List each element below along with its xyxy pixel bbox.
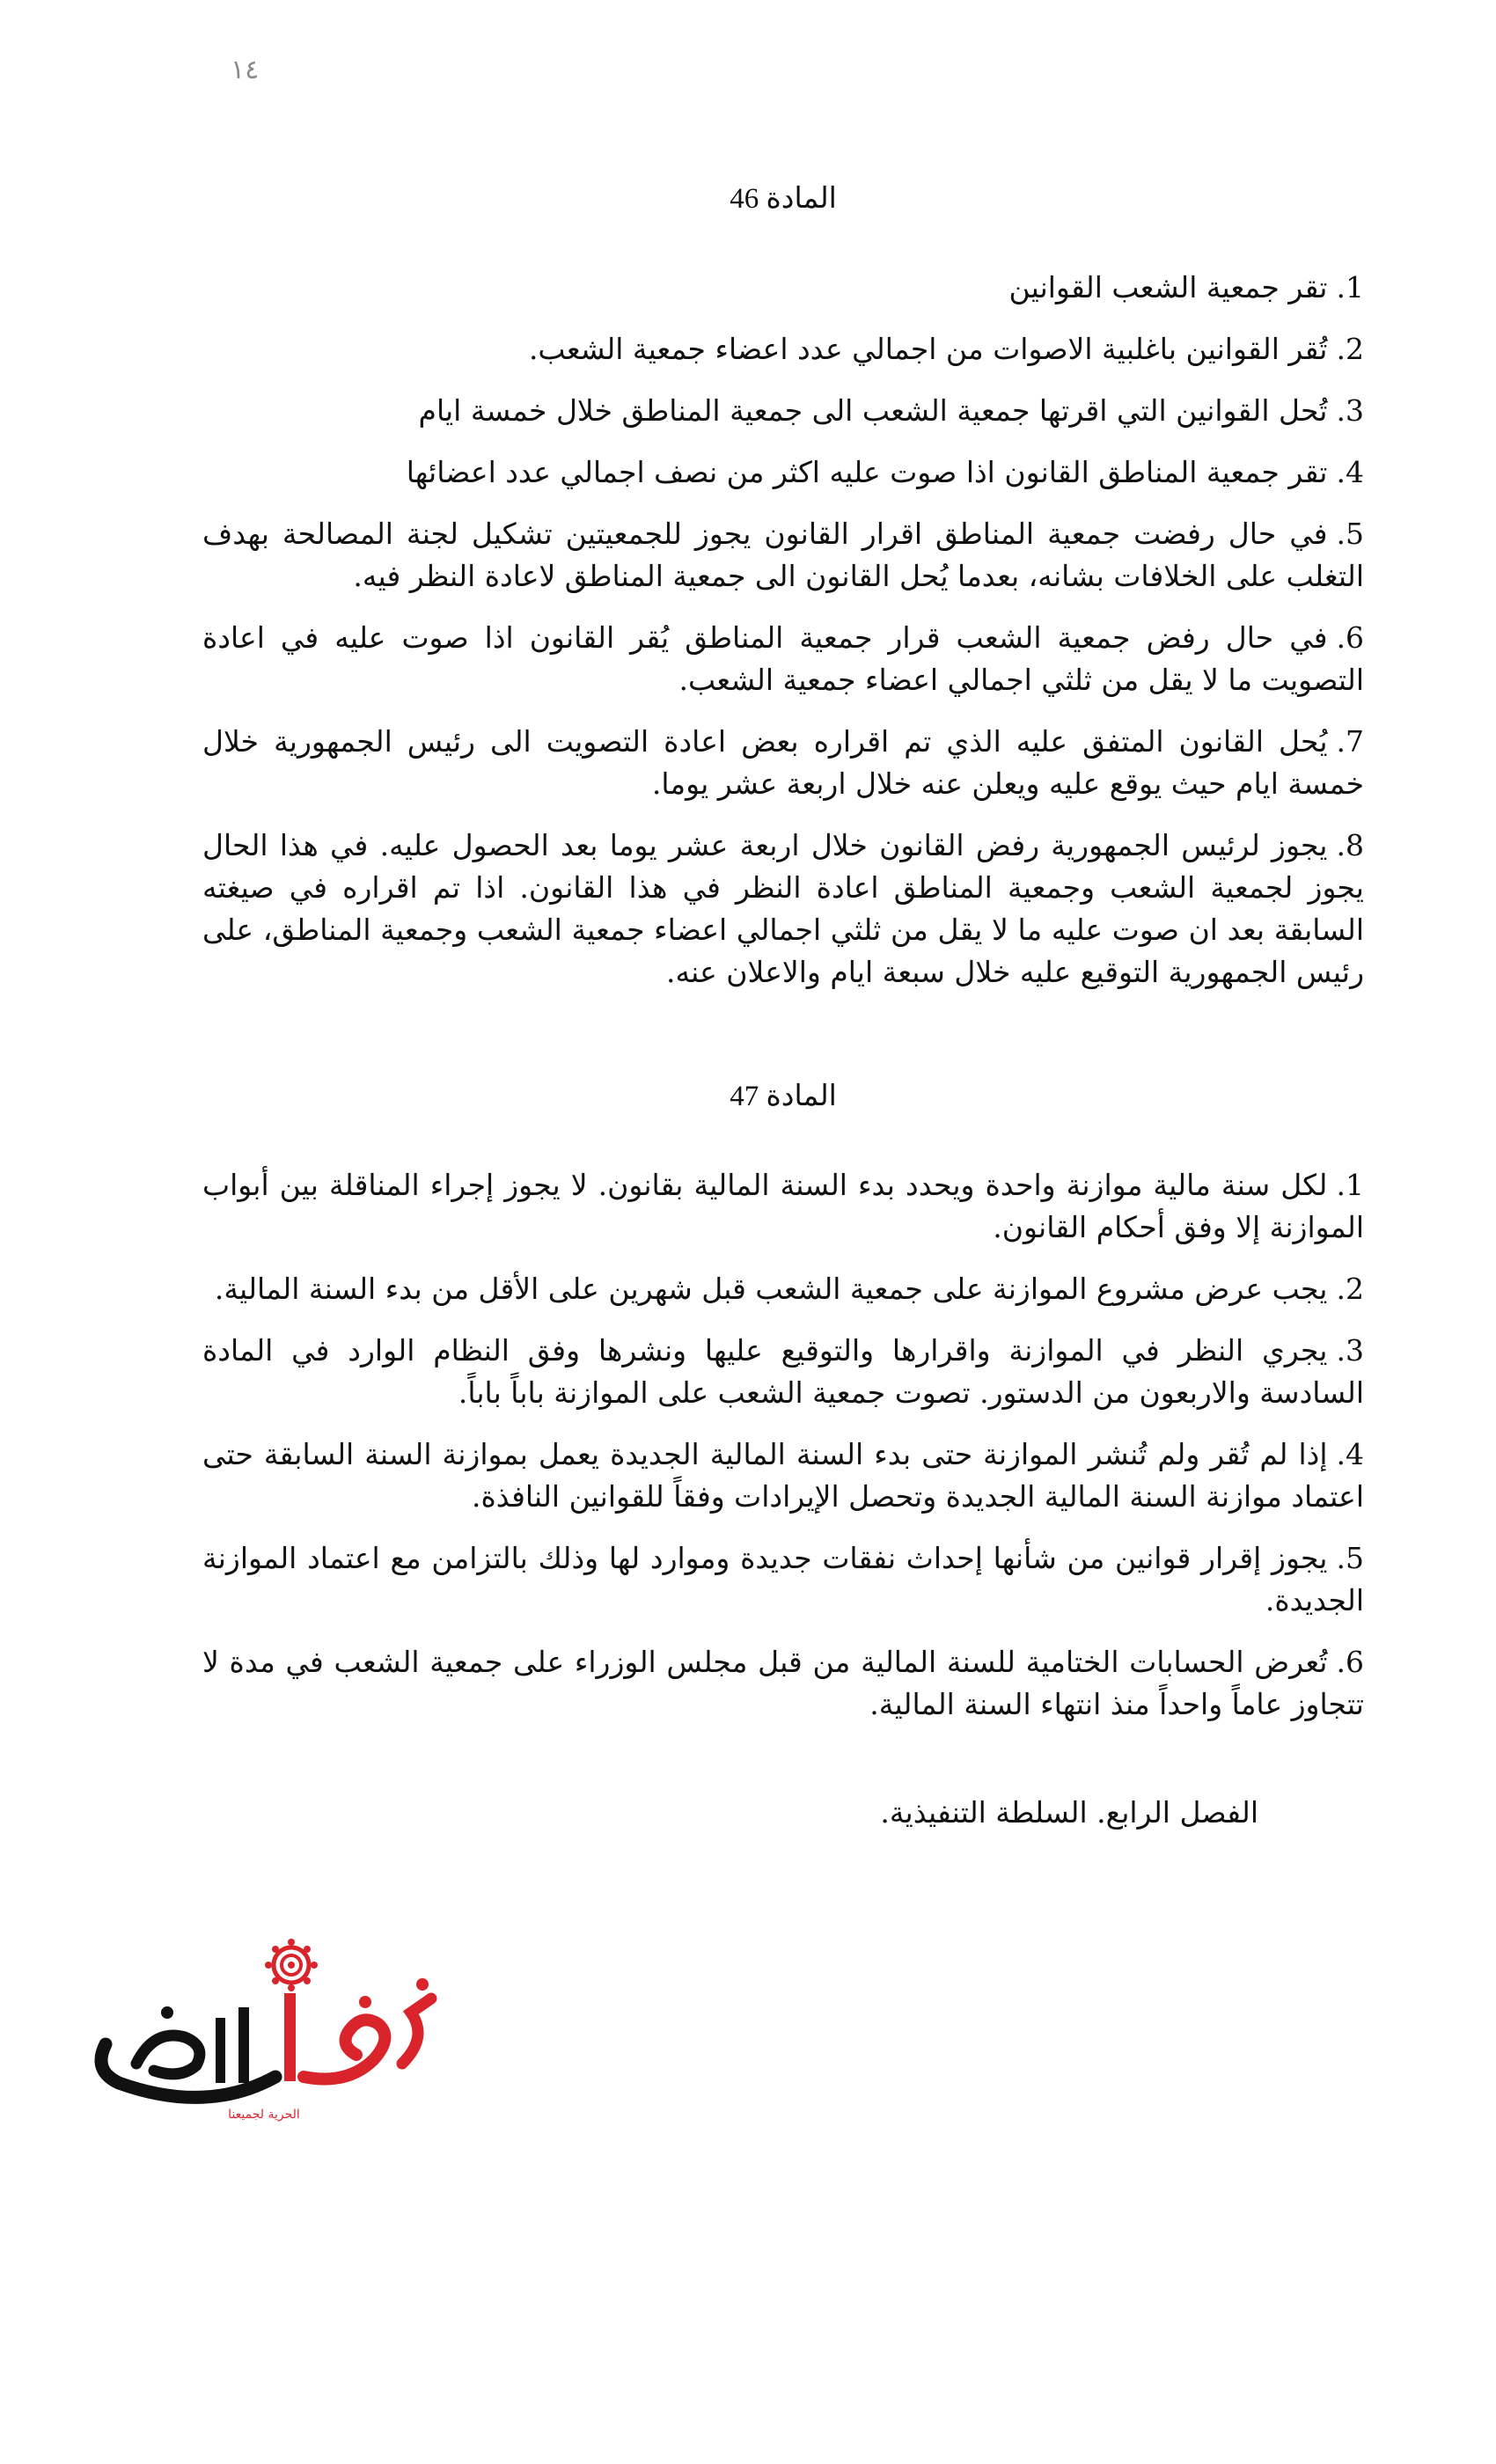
rosette-icon [265, 1939, 318, 1991]
zaman-alwasl-logo [84, 1932, 453, 2134]
clause: 1.تقر جمعية الشعب القوانين [1008, 270, 1364, 304]
clause: 2.يجب عرض مشروع الموازنة على جمعية الشعب قبل شهرين على الأقل من بدء السنة المالية. [214, 1272, 1364, 1306]
clause: 7.يُحل القانون المتفق عليه الذي تم اقراره بعض اعادة التصويت الى رئيس الجمهورية خلال خمسة ايام حيث يوقع عليه ويعلن عنه خلال اربعة عشر يوما. [202, 724, 1364, 801]
clause: 5.في حال رفضت جمعية المناطق اقرار القانون يجوز للجمعيتين تشكيل لجنة المصالحة بهدف التغلب على الخلافات بشانه، بعدما يُحل القانون الى جمعية المناطق لاعادة النظر فيه. [202, 517, 1364, 593]
clause: 6.تُعرض الحسابات الختامية للسنة المالية من قبل مجلس الوزراء على جمعية الشعب في مدة لا تتجاوز عاماً واحداً منذ انتهاء السنة المالية. [202, 1645, 1364, 1721]
clause: 8.يجوز لرئيس الجمهورية رفض القانون خلال اربعة عشر يوما بعد الحصول عليه. في هذا الحال يجوز لجمعية الشعب وجمعية المناطق اعادة النظر في هذا القانون. اذا تم اقراره في صيغته السابقة بعد ان صوت عليه ما لا يقل من ثلثي اجمالي اعضاء جمعية الشعب وجمعية المناطق، على رئيس الجمهورية التوقيع عليه خلال سبعة ايام والاعلان عنه. [202, 828, 1364, 989]
article-46 [202, 180, 1364, 1013]
chapter-heading: الفصل الرابع. السلطة التنفيذية. [880, 1795, 1258, 1830]
clause: 5.يجوز إقرار قوانين من شأنها إحداث نفقات جديدة وموارد لها وذلك بالتزامن مع اعتماد الموازنة الجديدة. [202, 1541, 1364, 1617]
article-47 [202, 1078, 1364, 1745]
clause: 3.تُحل القوانين التي اقرتها جمعية الشعب الى جمعية المناطق خلال خمسة ايام [418, 393, 1364, 428]
clause: 2.تُقر القوانين باغلبية الاصوات من اجمالي عدد اعضاء جمعية الشعب. [528, 332, 1364, 366]
clause: 4.تقر جمعية المناطق القانون اذا صوت عليه اكثر من نصف اجمالي عدد اعضائها [406, 455, 1364, 489]
clause: 6.في حال رفض جمعية الشعب قرار جمعية المناطق يُقر القانون اذا صوت عليه في اعادة التصويت ما لا يقل من ثلثي اجمالي اعضاء جمعية الشعب. [202, 620, 1364, 697]
page-number: ١٤ [231, 55, 260, 84]
article-title: المادة 47 [730, 1081, 837, 1112]
clause: 4.إذا لم تُقر ولم تُنشر الموازنة حتى بدء السنة المالية الجديدة يعمل بموازنة السنة السابقة حتى اعتماد موازنة السنة المالية الجديدة وتحصل الإيرادات وفقاً للقوانين النافذة. [202, 1437, 1364, 1514]
article-title: المادة 46 [730, 183, 837, 215]
clause: 1.لكل سنة مالية موازنة واحدة ويحدد بدء السنة المالية بقانون. لا يجوز إجراء المناقلة بين أبواب الموازنة إلا وفق أحكام القانون. [202, 1168, 1364, 1244]
clause: 3.يجري النظر في الموازنة واقرارها والتوقيع عليها ونشرها وفق النظام الوارد في المادة السادسة والاربعون من الدستور. تصوت جمعية الشعب على الموازنة باباً باباً. [202, 1333, 1364, 1410]
logo-tagline: الحرية لجميعنا [228, 2108, 300, 2122]
